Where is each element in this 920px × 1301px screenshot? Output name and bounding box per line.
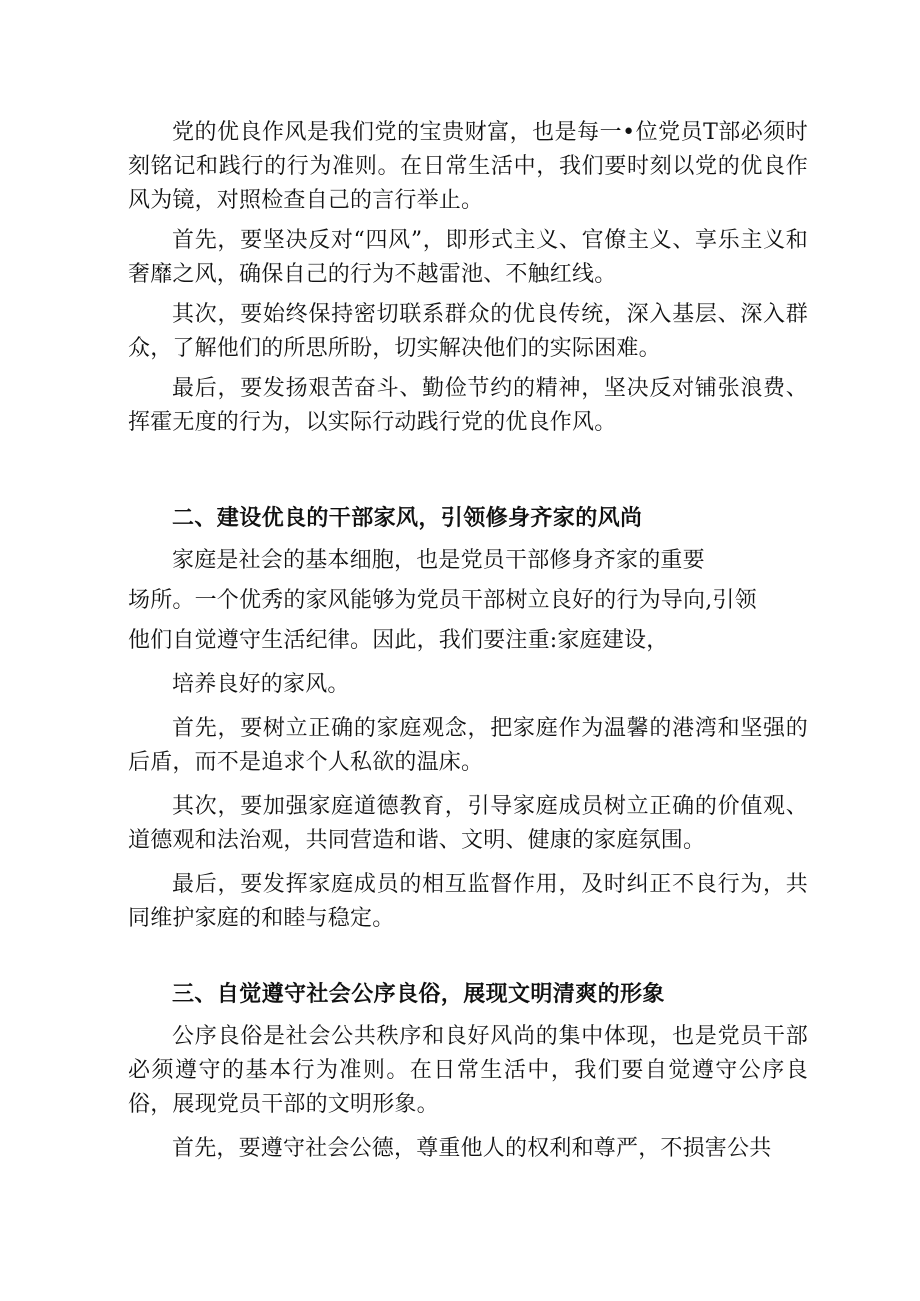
paragraph-family-line-2: 场所。一个优秀的家风能够为党员干部树立良好的行为导向,引领 [128, 588, 757, 613]
paragraph-family-line-1: 家庭是社会的基本细胞，也是党员干部修身齐家的重要 [172, 548, 705, 573]
paragraph-good-family-style: 培养良好的家风。 [172, 672, 350, 697]
section-one [128, 116, 808, 440]
paragraph-family-supervision: 最后，要发挥家庭成员的相互监督作用，及时纠正不良行为，共同维护家庭的和睦与稳定。 [128, 872, 808, 931]
paragraph-hard-work: 最后，要发扬艰苦奋斗、勤俭节约的精神，坚决反对铺张浪费、挥霍无度的行为，以实际行动践行党的优良作风。 [128, 376, 808, 435]
paragraph-social-ethics: 首先，要遵守社会公德，尊重他人的权利和尊严，不损害公共 [172, 1136, 772, 1161]
paragraph-family-concept: 首先，要树立正确的家庭观念，把家庭作为温馨的港湾和坚强的后盾，而不是追求个人私欲的温床。 [128, 716, 808, 775]
section-two [128, 544, 808, 936]
section-three [128, 1020, 808, 1166]
paragraph-family-morality: 其次，要加强家庭道德教育，引导家庭成员树立正确的价值观、道德观和法治观，共同营造和谐、文明、健康的家庭氛围。 [128, 794, 808, 853]
heading-public-order: 三、自觉遵守社会公序良俗，展现文明清爽的形象 [172, 982, 665, 1007]
paragraph-contact-masses: 其次，要始终保持密切联系群众的优良传统，深入基层、深入群众，了解他们的所思所盼，切实解决他们的实际困难。 [128, 302, 808, 361]
heading-family-style: 二、建设优良的干部家风，引领修身齐家的风尚 [172, 506, 643, 531]
paragraph-family-line-3: 他们自觉遵守生活纪律。因此，我们要注重:家庭建设， [128, 628, 669, 653]
paragraph-party-style: 党的优良作风是我们党的宝贵财富，也是每一•位党员T部必须时刻铭记和践行的行为准则。在日常生活中，我们要时刻以党的优良作风为镜，对照检查自己的言行举止。 [128, 120, 808, 213]
section-two-heading-block [128, 502, 808, 536]
paragraph-public-order: 公序良俗是社会公共秩序和良好风尚的集中体现，也是党员干部必须遵守的基本行为准则。在日常生活中，我们要自觉遵守公序良俗，展现党员干部的文明形象。 [128, 1024, 808, 1117]
paragraph-four-winds: 首先，要坚决反对“四风”，即形式主义、官僚主义、享乐主义和奢靡之风，确保自己的行为不越雷池、不触红线。 [128, 228, 808, 287]
section-three-heading-block [128, 978, 808, 1012]
